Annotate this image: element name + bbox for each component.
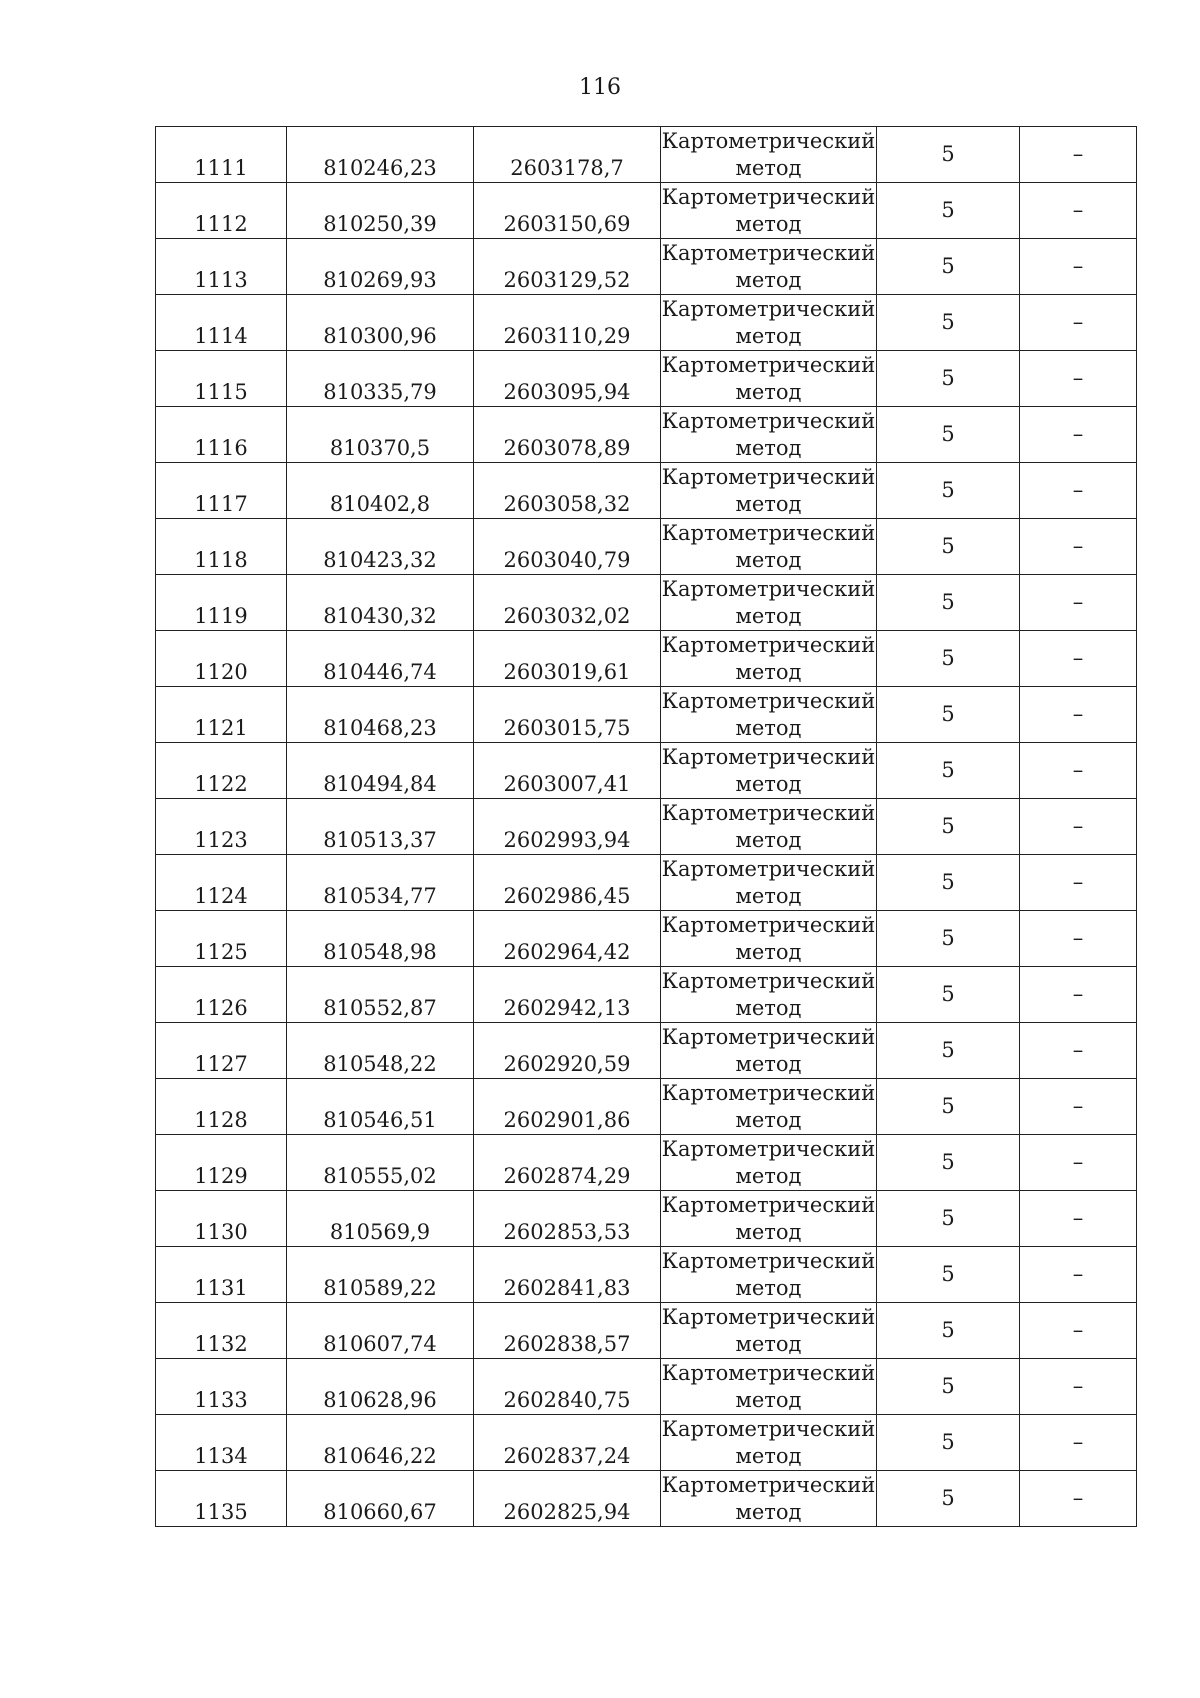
point-number-cell: 1129: [156, 1135, 287, 1191]
accuracy-cell: 5: [877, 1471, 1020, 1527]
method-cell: [661, 127, 877, 183]
method-cell: [661, 1135, 877, 1191]
coordinates-table-body: [156, 127, 1137, 1527]
point-number-cell: 1122: [156, 743, 287, 799]
x-coordinate-cell: 810513,37: [287, 799, 474, 855]
table-row: [156, 1023, 1137, 1079]
y-coordinate-cell: 2603040,79: [474, 519, 661, 575]
point-number-cell: 1115: [156, 351, 287, 407]
accuracy-cell: 5: [877, 687, 1020, 743]
y-coordinate-cell: 2603019,61: [474, 631, 661, 687]
point-number-cell: 1116: [156, 407, 287, 463]
y-coordinate-cell: 2603178,7: [474, 127, 661, 183]
y-coordinate-cell: 2603015,75: [474, 687, 661, 743]
y-coordinate-cell: 2603058,32: [474, 463, 661, 519]
point-number-cell: 1134: [156, 1415, 287, 1471]
note-cell: –: [1020, 911, 1137, 967]
y-coordinate-cell: 2603129,52: [474, 239, 661, 295]
note-cell: –: [1020, 519, 1137, 575]
x-coordinate-cell: 810548,22: [287, 1023, 474, 1079]
x-coordinate-cell: 810446,74: [287, 631, 474, 687]
accuracy-cell: 5: [877, 1359, 1020, 1415]
x-coordinate-cell: 810569,9: [287, 1191, 474, 1247]
y-coordinate-cell: 2603110,29: [474, 295, 661, 351]
table-row: [156, 519, 1137, 575]
x-coordinate-cell: 810607,74: [287, 1303, 474, 1359]
accuracy-cell: 5: [877, 1191, 1020, 1247]
accuracy-cell: 5: [877, 407, 1020, 463]
y-coordinate-cell: 2602825,94: [474, 1471, 661, 1527]
note-cell: –: [1020, 1303, 1137, 1359]
table-row: [156, 1135, 1137, 1191]
y-coordinate-cell: 2603078,89: [474, 407, 661, 463]
note-cell: –: [1020, 1023, 1137, 1079]
point-number-cell: 1114: [156, 295, 287, 351]
point-number-cell: 1113: [156, 239, 287, 295]
table-row: [156, 911, 1137, 967]
method-cell: [661, 1415, 877, 1471]
method-cell: [661, 799, 877, 855]
y-coordinate-cell: 2602838,57: [474, 1303, 661, 1359]
method-line-1: Картометрический: [661, 353, 876, 377]
y-coordinate-cell: 2602841,83: [474, 1247, 661, 1303]
method-line-1: Картометрический: [661, 1025, 876, 1049]
y-coordinate-cell: 2602901,86: [474, 1079, 661, 1135]
table-row: [156, 575, 1137, 631]
method-line-1: Картометрический: [661, 241, 876, 265]
accuracy-cell: 5: [877, 575, 1020, 631]
y-coordinate-cell: 2603095,94: [474, 351, 661, 407]
method-line-2: метод: [735, 492, 802, 516]
method-line-1: Картометрический: [661, 1473, 876, 1497]
y-coordinate-cell: 2602942,13: [474, 967, 661, 1023]
point-number-cell: 1120: [156, 631, 287, 687]
coordinates-table: [155, 126, 1137, 1527]
point-number-cell: 1126: [156, 967, 287, 1023]
x-coordinate-cell: 810534,77: [287, 855, 474, 911]
method-line-2: метод: [735, 1500, 802, 1524]
method-cell: [661, 407, 877, 463]
y-coordinate-cell: 2602920,59: [474, 1023, 661, 1079]
method-cell: [661, 967, 877, 1023]
x-coordinate-cell: 810250,39: [287, 183, 474, 239]
accuracy-cell: 5: [877, 239, 1020, 295]
method-line-2: метод: [735, 884, 802, 908]
method-line-2: метод: [735, 1108, 802, 1132]
method-cell: [661, 1303, 877, 1359]
method-line-1: Картометрический: [661, 745, 876, 769]
x-coordinate-cell: 810468,23: [287, 687, 474, 743]
method-cell: [661, 687, 877, 743]
method-line-1: Картометрический: [661, 409, 876, 433]
table-row: [156, 463, 1137, 519]
method-line-2: метод: [735, 1388, 802, 1412]
note-cell: –: [1020, 295, 1137, 351]
method-line-1: Картометрический: [661, 689, 876, 713]
note-cell: –: [1020, 1079, 1137, 1135]
y-coordinate-cell: 2603007,41: [474, 743, 661, 799]
method-line-2: метод: [735, 772, 802, 796]
x-coordinate-cell: 810628,96: [287, 1359, 474, 1415]
table-row: [156, 1471, 1137, 1527]
x-coordinate-cell: 810430,32: [287, 575, 474, 631]
table-row: [156, 799, 1137, 855]
note-cell: –: [1020, 239, 1137, 295]
point-number-cell: 1118: [156, 519, 287, 575]
method-line-1: Картометрический: [661, 857, 876, 881]
table-row: [156, 1247, 1137, 1303]
x-coordinate-cell: 810370,5: [287, 407, 474, 463]
accuracy-cell: 5: [877, 463, 1020, 519]
method-cell: [661, 239, 877, 295]
x-coordinate-cell: 810269,93: [287, 239, 474, 295]
method-line-2: метод: [735, 324, 802, 348]
table-row: [156, 1303, 1137, 1359]
method-cell: [661, 1191, 877, 1247]
table-row: [156, 351, 1137, 407]
method-line-2: метод: [735, 1332, 802, 1356]
accuracy-cell: 5: [877, 351, 1020, 407]
method-line-1: Картометрический: [661, 465, 876, 489]
table-row: [156, 183, 1137, 239]
method-cell: [661, 575, 877, 631]
method-cell: [661, 1359, 877, 1415]
method-cell: [661, 351, 877, 407]
accuracy-cell: 5: [877, 911, 1020, 967]
x-coordinate-cell: 810402,8: [287, 463, 474, 519]
x-coordinate-cell: 810552,87: [287, 967, 474, 1023]
method-line-2: метод: [735, 380, 802, 404]
x-coordinate-cell: 810423,32: [287, 519, 474, 575]
method-cell: [661, 463, 877, 519]
accuracy-cell: 5: [877, 1247, 1020, 1303]
method-cell: [661, 1471, 877, 1527]
note-cell: –: [1020, 855, 1137, 911]
point-number-cell: 1131: [156, 1247, 287, 1303]
method-cell: [661, 631, 877, 687]
accuracy-cell: 5: [877, 295, 1020, 351]
note-cell: –: [1020, 351, 1137, 407]
table-row: [156, 687, 1137, 743]
table-row: [156, 1359, 1137, 1415]
accuracy-cell: 5: [877, 183, 1020, 239]
method-line-1: Картометрический: [661, 1361, 876, 1385]
point-number-cell: 1121: [156, 687, 287, 743]
point-number-cell: 1132: [156, 1303, 287, 1359]
method-cell: [661, 743, 877, 799]
method-line-1: Картометрический: [661, 1081, 876, 1105]
accuracy-cell: 5: [877, 1023, 1020, 1079]
method-line-1: Картометрический: [661, 1249, 876, 1273]
y-coordinate-cell: 2602964,42: [474, 911, 661, 967]
accuracy-cell: 5: [877, 743, 1020, 799]
note-cell: –: [1020, 1191, 1137, 1247]
y-coordinate-cell: 2602993,94: [474, 799, 661, 855]
method-line-2: метод: [735, 548, 802, 572]
point-number-cell: 1119: [156, 575, 287, 631]
point-number-cell: 1128: [156, 1079, 287, 1135]
table-row: [156, 239, 1137, 295]
method-line-2: метод: [735, 1220, 802, 1244]
method-line-2: метод: [735, 1052, 802, 1076]
method-cell: [661, 1247, 877, 1303]
x-coordinate-cell: 810660,67: [287, 1471, 474, 1527]
accuracy-cell: 5: [877, 967, 1020, 1023]
note-cell: –: [1020, 687, 1137, 743]
accuracy-cell: 5: [877, 855, 1020, 911]
accuracy-cell: 5: [877, 1415, 1020, 1471]
note-cell: –: [1020, 799, 1137, 855]
method-line-2: метод: [735, 1164, 802, 1188]
y-coordinate-cell: 2602837,24: [474, 1415, 661, 1471]
table-row: [156, 855, 1137, 911]
table-row: [156, 967, 1137, 1023]
table-row: [156, 1079, 1137, 1135]
method-line-2: метод: [735, 940, 802, 964]
point-number-cell: 1123: [156, 799, 287, 855]
method-line-1: Картометрический: [661, 129, 876, 153]
method-line-1: Картометрический: [661, 521, 876, 545]
x-coordinate-cell: 810246,23: [287, 127, 474, 183]
accuracy-cell: 5: [877, 1079, 1020, 1135]
table-row: [156, 743, 1137, 799]
method-cell: [661, 855, 877, 911]
method-cell: [661, 1023, 877, 1079]
method-line-2: метод: [735, 268, 802, 292]
method-line-1: Картометрический: [661, 1137, 876, 1161]
table-row: [156, 407, 1137, 463]
method-line-2: метод: [735, 660, 802, 684]
method-line-2: метод: [735, 212, 802, 236]
note-cell: –: [1020, 743, 1137, 799]
table-row: [156, 127, 1137, 183]
note-cell: –: [1020, 1471, 1137, 1527]
x-coordinate-cell: 810548,98: [287, 911, 474, 967]
note-cell: –: [1020, 1135, 1137, 1191]
method-line-1: Картометрический: [661, 577, 876, 601]
point-number-cell: 1133: [156, 1359, 287, 1415]
method-cell: [661, 183, 877, 239]
y-coordinate-cell: 2602986,45: [474, 855, 661, 911]
point-number-cell: 1130: [156, 1191, 287, 1247]
point-number-cell: 1124: [156, 855, 287, 911]
note-cell: –: [1020, 183, 1137, 239]
method-line-1: Картометрический: [661, 1417, 876, 1441]
method-cell: [661, 1079, 877, 1135]
page-number: 116: [579, 75, 621, 100]
table-row: [156, 631, 1137, 687]
y-coordinate-cell: 2603032,02: [474, 575, 661, 631]
accuracy-cell: 5: [877, 519, 1020, 575]
method-line-1: Картометрический: [661, 801, 876, 825]
method-cell: [661, 519, 877, 575]
y-coordinate-cell: 2603150,69: [474, 183, 661, 239]
accuracy-cell: 5: [877, 631, 1020, 687]
method-line-2: метод: [735, 716, 802, 740]
y-coordinate-cell: 2602853,53: [474, 1191, 661, 1247]
method-line-2: метод: [735, 1444, 802, 1468]
point-number-cell: 1127: [156, 1023, 287, 1079]
x-coordinate-cell: 810546,51: [287, 1079, 474, 1135]
note-cell: –: [1020, 631, 1137, 687]
note-cell: –: [1020, 1359, 1137, 1415]
note-cell: –: [1020, 1415, 1137, 1471]
method-line-2: метод: [735, 1276, 802, 1300]
x-coordinate-cell: 810589,22: [287, 1247, 474, 1303]
x-coordinate-cell: 810335,79: [287, 351, 474, 407]
note-cell: –: [1020, 407, 1137, 463]
accuracy-cell: 5: [877, 127, 1020, 183]
method-line-1: Картометрический: [661, 297, 876, 321]
accuracy-cell: 5: [877, 1303, 1020, 1359]
method-line-1: Картометрический: [661, 969, 876, 993]
method-line-1: Картометрический: [661, 1305, 876, 1329]
note-cell: –: [1020, 575, 1137, 631]
method-line-2: метод: [735, 604, 802, 628]
method-line-1: Картометрический: [661, 633, 876, 657]
note-cell: –: [1020, 967, 1137, 1023]
x-coordinate-cell: 810494,84: [287, 743, 474, 799]
method-line-2: метод: [735, 156, 802, 180]
method-line-1: Картометрический: [661, 1193, 876, 1217]
x-coordinate-cell: 810300,96: [287, 295, 474, 351]
method-line-1: Картометрический: [661, 913, 876, 937]
method-line-2: метод: [735, 436, 802, 460]
accuracy-cell: 5: [877, 799, 1020, 855]
y-coordinate-cell: 2602840,75: [474, 1359, 661, 1415]
point-number-cell: 1111: [156, 127, 287, 183]
point-number-cell: 1135: [156, 1471, 287, 1527]
method-cell: [661, 295, 877, 351]
note-cell: –: [1020, 463, 1137, 519]
table-row: [156, 1415, 1137, 1471]
x-coordinate-cell: 810555,02: [287, 1135, 474, 1191]
accuracy-cell: 5: [877, 1135, 1020, 1191]
point-number-cell: 1117: [156, 463, 287, 519]
table-row: [156, 1191, 1137, 1247]
point-number-cell: 1112: [156, 183, 287, 239]
point-number-cell: 1125: [156, 911, 287, 967]
note-cell: –: [1020, 1247, 1137, 1303]
y-coordinate-cell: 2602874,29: [474, 1135, 661, 1191]
method-cell: [661, 911, 877, 967]
method-line-1: Картометрический: [661, 185, 876, 209]
x-coordinate-cell: 810646,22: [287, 1415, 474, 1471]
note-cell: –: [1020, 127, 1137, 183]
table-row: [156, 295, 1137, 351]
method-line-2: метод: [735, 828, 802, 852]
method-line-2: метод: [735, 996, 802, 1020]
